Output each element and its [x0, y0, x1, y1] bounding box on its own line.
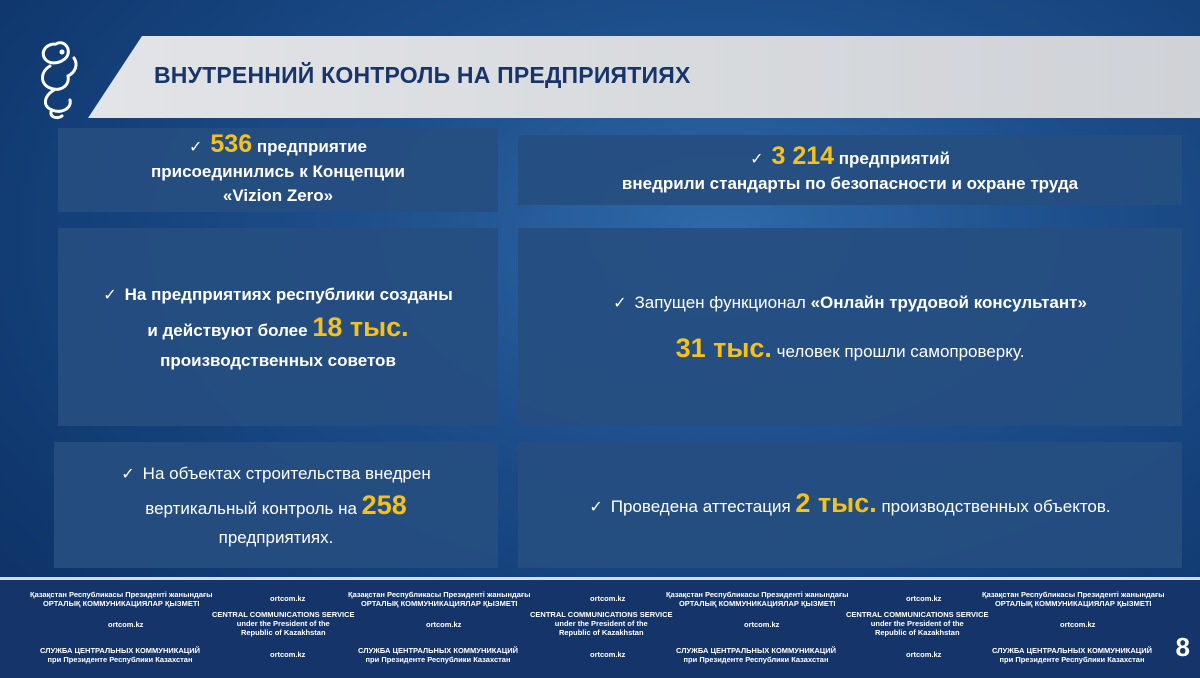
info-text: «Онлайн трудовой консультант»: [810, 292, 1087, 312]
footer-en-block: CENTRAL COMMUNICATIONS SERVICE under the President of the Republic of Kazakhstan: [530, 610, 673, 637]
footer-kz-block: Қазақстан Республикасы Президенті жанындағы ОРТАЛЫҚ КОММУНИКАЦИЯЛАР ҚЫЗМЕТІ: [982, 590, 1165, 608]
info-box-production-councils: [58, 228, 498, 426]
check-icon: ✓: [188, 139, 203, 156]
footer-kz-block: Қазақстан Республикасы Президенті жанындағы ОРТАЛЫҚ КОММУНИКАЦИЯЛАР ҚЫЗМЕТІ: [348, 590, 531, 608]
footer-kz-block: Қазақстан Республикасы Президенті жанындағы ОРТАЛЫҚ КОММУНИКАЦИЯЛАР ҚЫЗМЕТІ: [666, 590, 849, 608]
info-line: [145, 489, 406, 525]
info-box-safety-standards: [518, 135, 1182, 205]
info-text: На объектах строительства внедрен: [142, 463, 431, 483]
stat-number: 18 тыс.: [312, 311, 409, 342]
info-text: На предприятиях республики созданы: [124, 284, 453, 304]
footer-site: ortcom.kz: [426, 620, 462, 629]
footer-site: ortcom.kz: [906, 594, 942, 603]
footer-en-block: CENTRAL COMMUNICATIONS SERVICE under the President of the Republic of Kazakhstan: [846, 610, 989, 637]
check-icon: ✓: [750, 151, 764, 168]
stat-number: 258: [361, 489, 407, 520]
info-box-attestation: [518, 442, 1182, 568]
info-text: и действуют более: [147, 320, 308, 340]
info-line: [121, 460, 430, 489]
footer-site: ortcom.kz: [270, 594, 306, 603]
info-line: [613, 291, 1087, 316]
info-line: предприятиях.: [218, 527, 334, 547]
snow-leopard-logo-icon: [28, 36, 84, 120]
footer-ru-block: СЛУЖБА ЦЕНТРАЛЬНЫХ КОММУНИКАЦИЙ при Президенте Республики Казахстан: [358, 646, 519, 664]
footer-site: ortcom.kz: [744, 620, 780, 629]
footer-ru-block: СЛУЖБА ЦЕНТРАЛЬНЫХ КОММУНИКАЦИЙ при Президенте Республики Казахстан: [676, 646, 837, 664]
info-text: вертикальный контроль на: [145, 498, 357, 518]
info-line: присоединились к Концепции: [150, 162, 406, 181]
footer-site: ortcom.kz: [108, 620, 144, 629]
stat-number: 3 214: [771, 142, 835, 170]
info-box-vision-zero: [58, 128, 498, 212]
footer-site: ortcom.kz: [1060, 620, 1096, 629]
info-line: [103, 280, 453, 311]
check-icon: ✓: [613, 294, 627, 312]
info-text: предприятий: [838, 149, 950, 168]
check-icon: ✓: [589, 498, 603, 516]
info-text: человек прошли самопроверку.: [776, 341, 1025, 361]
info-line: [589, 487, 1111, 520]
info-line: «Vizion Zero»: [222, 186, 334, 205]
footer-site: ortcom.kz: [906, 650, 942, 659]
footer-band: [0, 577, 1200, 678]
stat-number: 31 тыс.: [675, 332, 772, 363]
info-line: [750, 144, 950, 172]
info-text: предприятие: [256, 137, 367, 156]
stat-number: 2 тыс.: [795, 487, 877, 518]
info-text: Запущен функционал: [634, 292, 806, 312]
info-line: [189, 132, 367, 160]
stat-number: 536: [210, 130, 253, 158]
footer-ru-block: СЛУЖБА ЦЕНТРАЛЬНЫХ КОММУНИКАЦИЙ при Президенте Республики Казахстан: [40, 646, 201, 664]
footer-site: ortcom.kz: [590, 650, 626, 659]
footer-site: ortcom.kz: [270, 650, 306, 659]
info-box-online-consultant: [518, 228, 1182, 426]
check-icon: ✓: [121, 465, 135, 483]
info-line: производственных советов: [160, 350, 396, 370]
footer-site: ortcom.kz: [590, 594, 626, 603]
footer-ru-block: СЛУЖБА ЦЕНТРАЛЬНЫХ КОММУНИКАЦИЙ при Президенте Республики Казахстан: [992, 646, 1153, 664]
info-box-vertical-control: [54, 442, 498, 568]
page-number: 8: [1175, 632, 1190, 662]
info-line: [147, 311, 408, 347]
info-line: [675, 332, 1025, 364]
info-line: внедрили стандарты по безопасности и охране труда: [621, 174, 1079, 193]
info-text: Проведена аттестация: [610, 496, 791, 516]
info-text: производственных объектов.: [881, 496, 1111, 516]
page-title: ВНУТРЕННИЙ КОНТРОЛЬ НА ПРЕДПРИЯТИЯХ: [154, 62, 691, 88]
footer-en-block: CENTRAL COMMUNICATIONS SERVICE under the President of the Republic of Kazakhstan: [212, 610, 355, 637]
footer-kz-block: Қазақстан Республикасы Президенті жанындағы ОРТАЛЫҚ КОММУНИКАЦИЯЛАР ҚЫЗМЕТІ: [30, 590, 213, 608]
check-icon: ✓: [103, 286, 117, 304]
